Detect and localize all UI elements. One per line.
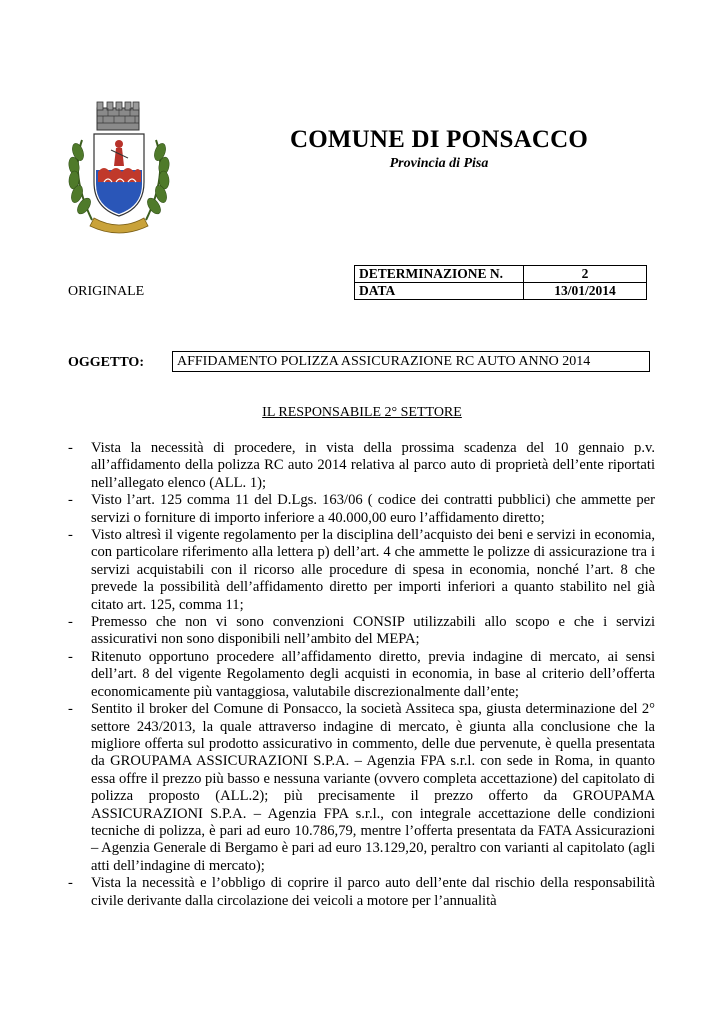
determinazione-label: DETERMINAZIONE N. [355,266,524,283]
list-item [68,649,655,701]
bullet-dash: - [68,875,73,892]
crown-icon [97,102,139,130]
list-item [68,701,655,875]
list-item [68,492,655,527]
coat-of-arms-emblem [64,100,174,238]
paragraph-text: Premesso che non vi sono convenzioni CONSIP utilizzabili allo scopo e che i servizi assicurativi non sono disponibili nell’ambito del MEPA; [91,614,655,648]
date-label: DATA [355,283,524,300]
bullet-dash: - [68,440,73,456]
municipality-title: COMUNE DI PONSACCO [289,126,589,153]
list-item [68,614,655,649]
determinazione-number: 2 [524,266,647,283]
premises-list [68,440,655,910]
paragraph-text: Visto l’art. 125 comma 11 del D.Lgs. 163/06 ( codice dei contratti pubblici) che ammette per servizi o forniture di importo inferiore a 40.000,00 euro l’affidamento diretto; [91,492,655,526]
bullet-dash: - [68,492,73,509]
responsabile-heading: IL RESPONSABILE 2° SETTORE [262,405,462,420]
list-item [68,527,655,614]
bullet-dash: - [68,614,73,631]
document-status: ORIGINALE [68,284,145,299]
table-row [355,266,647,283]
list-item [68,875,655,910]
paragraph-text: Sentito il broker del Comune di Ponsacco, la società Assiteca spa, giusta determinazione del 2° settore 243/2013, la quale attraverso indagine di mercato, è giunta alla conclusione che la migliore offerta sul prodotto assicurativo in commento, delle due pervenute, è quella presentata da GROUPAMA ASSICURAZIONI S.P.A. – Agenzia FPA s.r.l. con sede in Roma, in quanto essa offre il prezzo più basso e nessuna variante (ovvero completa accettazione) del capitolato di polizza proposto (ALL.2); più precisamente il prezzo offerto da GROUPAMA ASSICURAZIONI S.P.A. – Agenzia FPA s.r.l., con integrale accettazione delle condizioni tecniche di polizza, è pari ad euro 10.786,79, mentre l’offerta presentata da FATA Assicurazioni – Agenzia Generale di Bergamo è pari ad euro 13.129,20, peraltro con varianti al capitolato (agli atti dell’indagine di mercato); [91,701,655,874]
oggetto-value: AFFIDAMENTO POLIZZA ASSICURAZIONE RC AUTO ANNO 2014 [172,351,650,372]
date-value: 13/01/2014 [524,283,647,300]
paragraph-text: Ritenuto opportuno procedere all’affidamento diretto, previa indagine di mercato, ai sensi dell’art. 8 del vigente Regolamento degli acquisti in economia, in base al criterio dell’offerta economicamente più vantaggiosa, valutabile discrezionalmente dall’ente; [91,648,655,700]
paragraph-text: Vista la necessità di procedere, in vista della prossima scadenza del 10 gennaio p.v. all’affidamento della polizza RC auto 2014 relativa al parco auto di proprietà dell’ente riportati nell’allegato elenco (ALL. 1); [91,440,655,491]
oggetto-label: OGGETTO: [68,355,144,370]
list-item [68,440,655,492]
bullet-dash: - [68,527,73,544]
shield-icon [94,134,144,216]
table-row [355,283,647,300]
province-subtitle: Provincia di Pisa [389,156,489,171]
paragraph-text: Vista la necessità e l’obbligo di coprire il parco auto dell’ente dal rischio della responsabilità civile derivante dalla circolazione dei veicoli a motore per l’annualità [91,875,655,909]
paragraph-text: Visto altresì il vigente regolamento per la disciplina dell’acquisto dei beni e servizi in economia, con particolare riferimento alla lettera p) dell’art. 4 che ammette le polizze di assicurazione tra i servizi acquistabili con il ricorso alle procedure di spesa in economia, nonché l’art. 8 che prevede la possibilità dell’affidamento diretto per importi inferiori a quanto stabilito nel già citato art. 125, comma 11; [91,527,655,613]
bullet-dash: - [68,648,73,665]
bullet-dash: - [68,701,73,718]
determinazione-table [354,265,647,300]
